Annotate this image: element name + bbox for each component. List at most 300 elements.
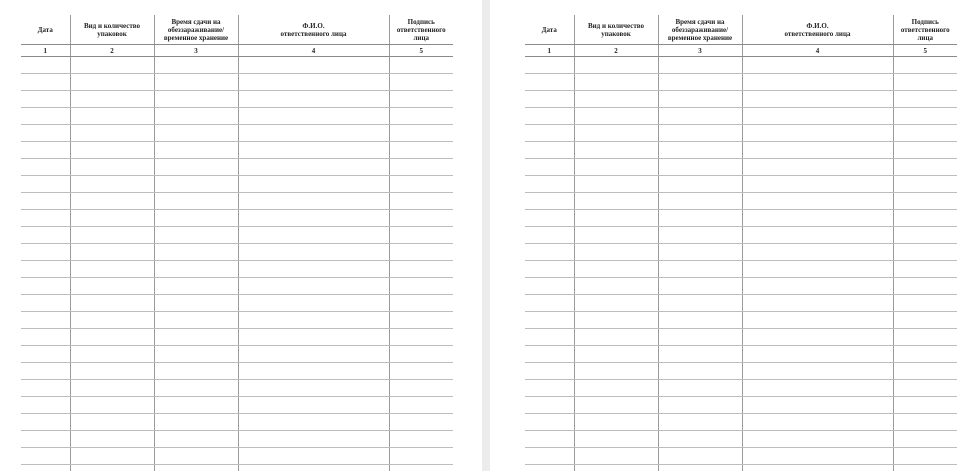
column-number: 2 [70,45,154,57]
signature-cell[interactable] [893,74,957,91]
signature-cell[interactable] [389,312,453,329]
signature-cell[interactable] [893,465,957,471]
signature-cell[interactable] [389,380,453,397]
date-cell[interactable] [21,465,70,471]
time-cell[interactable] [154,244,238,261]
date-cell[interactable] [21,278,70,295]
date-cell[interactable] [525,74,574,91]
package-cell[interactable] [70,227,154,244]
date-cell[interactable] [21,363,70,380]
signature-cell[interactable] [389,346,453,363]
time-cell[interactable] [658,108,742,125]
name-cell[interactable] [742,108,893,125]
journal-entry-row [21,176,453,193]
package-cell[interactable] [70,329,154,346]
date-cell[interactable] [525,431,574,448]
name-cell[interactable] [742,125,893,142]
signature-cell[interactable] [389,244,453,261]
time-cell[interactable] [658,261,742,278]
signature-cell[interactable] [389,329,453,346]
package-cell[interactable] [574,210,658,227]
header-text: временное хранение [667,33,733,42]
journal-entry-row [525,227,957,244]
time-cell[interactable] [154,108,238,125]
date-cell[interactable] [525,397,574,414]
time-cell[interactable] [154,210,238,227]
package-cell[interactable] [70,244,154,261]
name-cell[interactable] [238,414,389,431]
package-cell[interactable] [574,431,658,448]
name-cell[interactable] [742,142,893,159]
column-number: 4 [742,45,893,57]
signature-cell[interactable] [893,448,957,465]
name-cell[interactable] [742,363,893,380]
date-cell[interactable] [525,176,574,193]
package-cell[interactable] [574,465,658,471]
name-cell[interactable] [238,74,389,91]
journal-entry-row [525,125,957,142]
header-package-type-count [70,15,154,45]
name-cell[interactable] [742,227,893,244]
package-cell[interactable] [70,74,154,91]
package-cell[interactable] [70,278,154,295]
name-cell[interactable] [238,210,389,227]
date-cell[interactable] [525,278,574,295]
package-cell[interactable] [70,312,154,329]
date-cell[interactable] [525,142,574,159]
date-cell[interactable] [525,210,574,227]
journal-entry-row [525,210,957,227]
right-page [490,0,978,471]
signature-cell[interactable] [389,125,453,142]
signature-cell[interactable] [893,397,957,414]
signature-cell[interactable] [893,57,957,74]
header-text: Подпись [407,17,435,26]
time-cell[interactable] [154,312,238,329]
name-cell[interactable] [238,261,389,278]
column-number-row [525,45,957,57]
package-cell[interactable] [70,159,154,176]
date-cell[interactable] [21,414,70,431]
package-cell[interactable] [70,57,154,74]
signature-cell[interactable] [389,431,453,448]
package-cell[interactable] [70,414,154,431]
time-cell[interactable] [154,91,238,108]
left-page [0,0,482,471]
date-cell[interactable] [525,346,574,363]
package-cell[interactable] [574,414,658,431]
signature-cell[interactable] [389,278,453,295]
date-cell[interactable] [525,448,574,465]
time-cell[interactable] [154,278,238,295]
time-cell[interactable] [658,125,742,142]
time-cell[interactable] [658,210,742,227]
journal-entry-row [525,448,957,465]
time-cell[interactable] [154,74,238,91]
package-cell[interactable] [574,142,658,159]
name-cell[interactable] [238,431,389,448]
signature-cell[interactable] [893,278,957,295]
column-number: 3 [154,45,238,57]
time-cell[interactable] [658,346,742,363]
header-signature [893,15,957,45]
signature-cell[interactable] [893,414,957,431]
signature-cell[interactable] [389,142,453,159]
package-cell[interactable] [70,397,154,414]
name-cell[interactable] [238,108,389,125]
time-cell[interactable] [658,57,742,74]
name-cell[interactable] [238,329,389,346]
package-cell[interactable] [574,227,658,244]
time-cell[interactable] [154,142,238,159]
header-text: временное хранение [163,33,229,42]
column-number: 3 [658,45,742,57]
package-cell[interactable] [70,431,154,448]
journal-entry-row [21,431,453,448]
time-cell[interactable] [154,397,238,414]
date-cell[interactable] [21,91,70,108]
package-cell[interactable] [70,193,154,210]
name-cell[interactable] [742,74,893,91]
name-cell[interactable] [742,261,893,278]
date-cell[interactable] [525,108,574,125]
package-cell[interactable] [574,74,658,91]
header-date [525,15,574,45]
signature-cell[interactable] [893,227,957,244]
header-text: Дата [541,25,557,34]
date-cell[interactable] [21,74,70,91]
package-cell[interactable] [574,193,658,210]
time-cell[interactable] [154,363,238,380]
signature-cell[interactable] [389,210,453,227]
journal-table [21,15,453,471]
time-cell[interactable] [658,295,742,312]
journal-entry-row [525,380,957,397]
package-cell[interactable] [70,91,154,108]
time-cell[interactable] [658,74,742,91]
name-cell[interactable] [238,176,389,193]
date-cell[interactable] [21,176,70,193]
signature-cell[interactable] [389,57,453,74]
signature-cell[interactable] [893,329,957,346]
package-cell[interactable] [574,397,658,414]
date-cell[interactable] [21,210,70,227]
time-cell[interactable] [658,193,742,210]
name-cell[interactable] [742,244,893,261]
package-cell[interactable] [574,380,658,397]
signature-cell[interactable] [893,312,957,329]
date-cell[interactable] [525,312,574,329]
time-cell[interactable] [658,278,742,295]
date-cell[interactable] [21,312,70,329]
signature-cell[interactable] [893,244,957,261]
journal-entry-row [525,57,957,74]
name-cell[interactable] [742,91,893,108]
name-cell[interactable] [238,346,389,363]
date-cell[interactable] [21,397,70,414]
header-responsible-name [742,15,893,45]
date-cell[interactable] [525,227,574,244]
signature-cell[interactable] [893,193,957,210]
name-cell[interactable] [238,380,389,397]
date-cell[interactable] [525,329,574,346]
time-cell[interactable] [658,244,742,261]
name-cell[interactable] [742,380,893,397]
name-cell[interactable] [742,397,893,414]
name-cell[interactable] [742,312,893,329]
date-cell[interactable] [21,125,70,142]
name-cell[interactable] [238,244,389,261]
journal-entry-row [21,312,453,329]
name-cell[interactable] [238,193,389,210]
time-cell[interactable] [658,312,742,329]
column-number: 2 [574,45,658,57]
name-cell[interactable] [742,414,893,431]
date-cell[interactable] [525,91,574,108]
package-cell[interactable] [574,448,658,465]
header-text: упаковок [97,29,127,38]
time-cell[interactable] [658,329,742,346]
journal-entry-row [21,74,453,91]
header-row [21,15,453,45]
signature-cell[interactable] [389,74,453,91]
name-cell[interactable] [238,465,389,471]
package-cell[interactable] [70,448,154,465]
time-cell[interactable] [154,261,238,278]
signature-cell[interactable] [389,295,453,312]
date-cell[interactable] [525,159,574,176]
header-text: Время сдачи на [675,17,725,26]
package-cell[interactable] [574,295,658,312]
date-cell[interactable] [525,125,574,142]
name-cell[interactable] [238,448,389,465]
time-cell[interactable] [154,193,238,210]
time-cell[interactable] [154,346,238,363]
journal-entry-row [21,142,453,159]
journal-entry-row [21,159,453,176]
header-text: упаковок [601,29,631,38]
name-cell[interactable] [238,142,389,159]
package-cell[interactable] [574,363,658,380]
package-cell[interactable] [574,176,658,193]
name-cell[interactable] [238,57,389,74]
time-cell[interactable] [154,448,238,465]
name-cell[interactable] [238,227,389,244]
package-cell[interactable] [574,346,658,363]
name-cell[interactable] [238,363,389,380]
package-cell[interactable] [574,125,658,142]
name-cell[interactable] [742,193,893,210]
signature-cell[interactable] [893,261,957,278]
signature-cell[interactable] [389,159,453,176]
header-text: Вид и количество [587,21,644,30]
date-cell[interactable] [21,193,70,210]
date-cell[interactable] [525,244,574,261]
time-cell[interactable] [154,414,238,431]
date-cell[interactable] [525,295,574,312]
time-cell[interactable] [658,142,742,159]
journal-entry-row [21,193,453,210]
date-cell[interactable] [21,108,70,125]
package-cell[interactable] [70,363,154,380]
journal-entry-row [21,108,453,125]
time-cell[interactable] [154,329,238,346]
date-cell[interactable] [21,261,70,278]
date-cell[interactable] [21,244,70,261]
signature-cell[interactable] [389,465,453,471]
journal-entry-row [525,108,957,125]
signature-cell[interactable] [389,261,453,278]
date-cell[interactable] [21,380,70,397]
date-cell[interactable] [21,431,70,448]
signature-cell[interactable] [389,176,453,193]
time-cell[interactable] [658,414,742,431]
journal-entry-row [525,295,957,312]
name-cell[interactable] [238,295,389,312]
time-cell[interactable] [154,465,238,471]
date-cell[interactable] [525,363,574,380]
name-cell[interactable] [742,176,893,193]
signature-cell[interactable] [893,142,957,159]
time-cell[interactable] [658,159,742,176]
name-cell[interactable] [238,278,389,295]
date-cell[interactable] [525,193,574,210]
name-cell[interactable] [238,159,389,176]
date-cell[interactable] [525,261,574,278]
time-cell[interactable] [658,176,742,193]
signature-cell[interactable] [893,91,957,108]
name-cell[interactable] [742,210,893,227]
package-cell[interactable] [574,312,658,329]
name-cell[interactable] [742,465,893,471]
journal-entry-row [525,91,957,108]
package-cell[interactable] [574,159,658,176]
date-cell[interactable] [525,57,574,74]
journal-entry-row [525,261,957,278]
date-cell[interactable] [21,142,70,159]
package-cell[interactable] [574,91,658,108]
signature-cell[interactable] [893,295,957,312]
package-cell[interactable] [574,57,658,74]
package-cell[interactable] [70,108,154,125]
signature-cell[interactable] [893,108,957,125]
time-cell[interactable] [658,448,742,465]
package-cell[interactable] [574,108,658,125]
name-cell[interactable] [742,346,893,363]
signature-cell[interactable] [893,346,957,363]
time-cell[interactable] [658,431,742,448]
name-cell[interactable] [238,91,389,108]
name-cell[interactable] [742,278,893,295]
signature-cell[interactable] [893,380,957,397]
time-cell[interactable] [154,176,238,193]
date-cell[interactable] [21,346,70,363]
date-cell[interactable] [525,414,574,431]
signature-cell[interactable] [893,431,957,448]
time-cell[interactable] [658,227,742,244]
name-cell[interactable] [238,125,389,142]
name-cell[interactable] [742,431,893,448]
date-cell[interactable] [21,329,70,346]
signature-cell[interactable] [893,125,957,142]
package-cell[interactable] [70,210,154,227]
package-cell[interactable] [574,244,658,261]
package-cell[interactable] [70,125,154,142]
name-cell[interactable] [238,397,389,414]
package-cell[interactable] [574,278,658,295]
date-cell[interactable] [21,57,70,74]
signature-cell[interactable] [389,108,453,125]
time-cell[interactable] [658,91,742,108]
date-cell[interactable] [21,159,70,176]
time-cell[interactable] [658,380,742,397]
header-text: Ф.И.О. [806,21,829,30]
name-cell[interactable] [742,329,893,346]
signature-cell[interactable] [389,227,453,244]
signature-cell[interactable] [389,363,453,380]
package-cell[interactable] [70,142,154,159]
date-cell[interactable] [21,227,70,244]
name-cell[interactable] [742,57,893,74]
date-cell[interactable] [525,380,574,397]
signature-cell[interactable] [389,193,453,210]
package-cell[interactable] [70,380,154,397]
signature-cell[interactable] [389,448,453,465]
time-cell[interactable] [658,465,742,471]
journal-entry-row [21,363,453,380]
header-text: ответственного [396,25,446,34]
package-cell[interactable] [70,176,154,193]
journal-entry-row [525,244,957,261]
time-cell[interactable] [658,363,742,380]
package-cell[interactable] [70,261,154,278]
journal-entry-row [525,329,957,346]
time-cell[interactable] [658,397,742,414]
signature-cell[interactable] [389,91,453,108]
name-cell[interactable] [238,312,389,329]
name-cell[interactable] [742,448,893,465]
time-cell[interactable] [154,159,238,176]
column-number: 5 [893,45,957,57]
name-cell[interactable] [742,295,893,312]
name-cell[interactable] [742,159,893,176]
signature-cell[interactable] [893,176,957,193]
time-cell[interactable] [154,431,238,448]
package-cell[interactable] [70,295,154,312]
journal-entry-row [21,465,453,471]
time-cell[interactable] [154,380,238,397]
date-cell[interactable] [21,295,70,312]
signature-cell[interactable] [893,210,957,227]
time-cell[interactable] [154,295,238,312]
package-cell[interactable] [574,261,658,278]
date-cell[interactable] [525,465,574,471]
time-cell[interactable] [154,57,238,74]
journal-entry-row [525,431,957,448]
signature-cell[interactable] [389,414,453,431]
signature-cell[interactable] [893,363,957,380]
time-cell[interactable] [154,227,238,244]
date-cell[interactable] [21,448,70,465]
package-cell[interactable] [70,465,154,471]
header-row [525,15,957,45]
signature-cell[interactable] [389,397,453,414]
time-cell[interactable] [154,125,238,142]
package-cell[interactable] [70,346,154,363]
signature-cell[interactable] [893,159,957,176]
package-cell[interactable] [574,329,658,346]
journal-entry-row [525,414,957,431]
